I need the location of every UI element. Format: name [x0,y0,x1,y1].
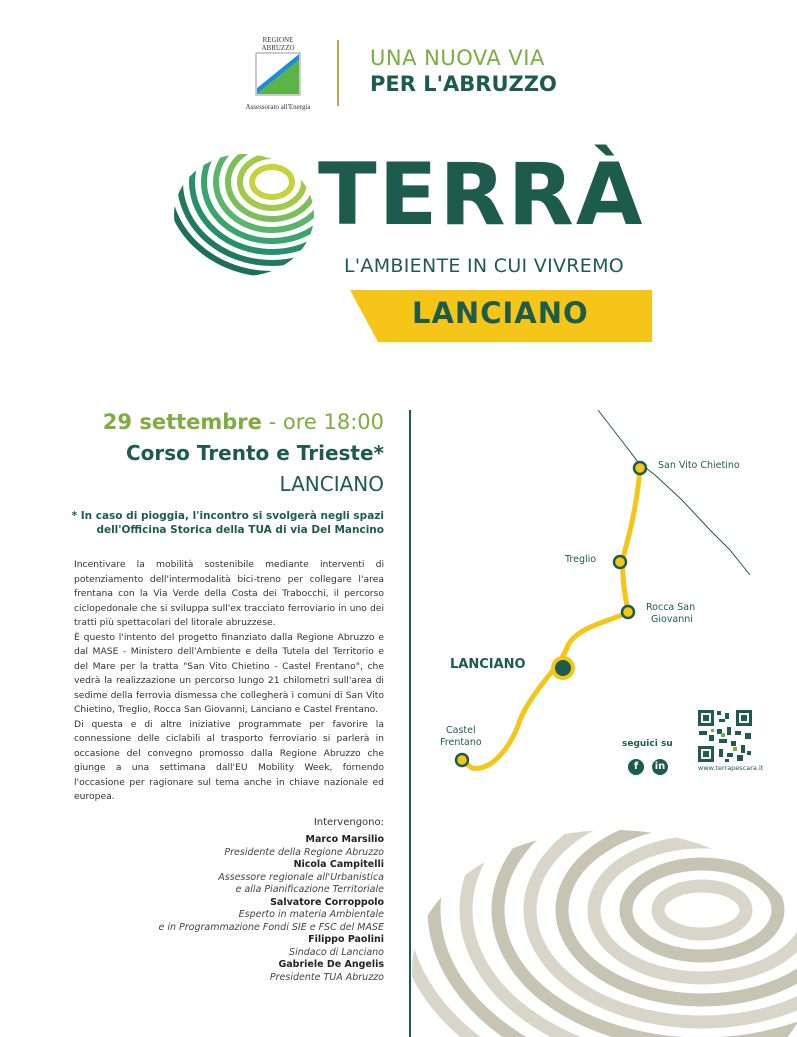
speaker-role: e in Programmazione Fondi SIE e FSC del MASE [158,921,384,933]
stop-label-rocca-2: Giovanni [651,614,693,625]
linkedin-icon[interactable]: in [652,759,668,775]
stop-label-rocca-1: Rocca San [646,602,696,613]
rain-note-line1: * In caso di pioggia, l'incontro si svolgerà negli spazi [71,510,384,522]
logo-department: Assessorato all'Energia [245,103,311,111]
stop-castel [456,754,468,766]
column-divider [409,410,411,1037]
qr-code-icon[interactable] [697,709,753,763]
decorative-globe-icon [412,820,797,1037]
abruzzo-shield-icon [255,52,301,96]
body-paragraph: È questo l'intento del progetto finanziato dalla Regione Abruzzo e dal MASE - Ministero dell'Ambiente e della Tutela del Territorio e del Mare per la tratta "San Vito Chietino - Castel Frentano", che vedrà la realizzazione un percorso lungo 21 chilometri sull'area di sedime della ferrovia dismessa che collegherà i comuni di San Vito Chietino, Treglio, Rocca San Giovanni, Lanciano e Castel Frentano. [74,631,384,715]
follow-label: seguici su [622,739,673,749]
speaker-item [40,897,384,935]
speaker-item [40,934,384,959]
speaker-name: Marco Marsilio [305,834,384,845]
body-paragraph: Incentivare la mobilità sostenibile mediante interventi di potenziamento dell'intermodalità bici-treno per collegare l'area frentana con la Via Verde della Costa dei Trabocchi, il percorso ciclopedonale che si sviluppa sull'ex tracciato ferroviario in uno dei tratti più spettacolari del litorale abruzzese. [74,559,384,628]
body-paragraph: Di questa e di altre iniziative programmate per favorire la connessione delle ciclabili al trasporto ferroviario si parlerà in occasione del convegno promosso dalla Regione Abruzzo che giunge a una settimana dall'EU Mobility Week, fornendo l'occasione per ragionare sul tema anche in chiave nazionale ed europea. [74,718,384,802]
speaker-role: Sindaco di Lanciano [289,946,384,958]
terra-emblem-icon [172,152,316,278]
logo-region-line2: ABRUZZO [261,44,295,52]
stop-lanciano [555,660,571,676]
stop-rocca [622,606,634,618]
regione-abruzzo-logo [238,36,318,116]
event-city: LANCIANO [279,472,384,496]
speaker-role: Esperto in materia Ambientale [238,909,384,920]
speaker-role: Assessore regionale all'Urbanistica [218,871,384,883]
event-venue: Corso Trento e Trieste* [125,441,384,465]
brand-name: TERRÀ [318,145,645,245]
stop-treglio [614,556,626,568]
speakers-heading: Intervengono: [313,817,384,828]
event-separator: - [261,410,283,434]
logo-region-line1: REGIONE [262,36,294,44]
facebook-icon[interactable]: f [628,759,644,775]
event-date: 29 settembre [102,410,262,434]
speaker-name: Nicola Campitelli [293,859,384,870]
speaker-role: e alla Pianificazione Territoriale [235,884,384,895]
speaker-role: Presidente TUA Abruzzo [269,971,384,983]
stop-label-san-vito: San Vito Chietino [658,460,740,471]
stop-label-treglio: Treglio [565,554,597,565]
speaker-name: Filippo Paolini [308,934,384,945]
body-text [74,558,384,805]
rain-note-line2: dell'Officina Storica della TUA di via Del Mancino [96,524,384,536]
speaker-item [40,834,384,859]
logo-divider [337,40,339,106]
stop-label-castel-1: Castel [446,725,476,736]
speakers-list [40,834,384,984]
tagline-line2: PER L'ABRUZZO [370,72,557,96]
speaker-name: Salvatore Corroppolo [270,896,384,908]
speaker-name: Gabriele De Angelis [278,959,384,970]
stop-label-lanciano: LANCIANO [450,657,526,672]
event-time: ore 18:00 [282,410,384,434]
coastline [598,410,750,575]
stop-label-castel-2: Frentano [440,737,482,748]
speaker-item [40,859,384,897]
city-banner-text: LANCIANO [412,296,589,330]
speaker-role: Presidente della Regione Abruzzo [224,846,384,858]
brand-subtitle: L'AMBIENTE IN CUI VIVREMO [344,255,625,277]
tagline-line1: UNA NUOVA VIA [370,46,545,70]
event-datetime [40,410,384,434]
stop-san-vito [634,462,646,474]
cycle-route [462,468,640,768]
speaker-item [40,959,384,984]
website-url[interactable]: www.terrapescara.it [698,764,764,772]
rain-note [40,509,384,537]
